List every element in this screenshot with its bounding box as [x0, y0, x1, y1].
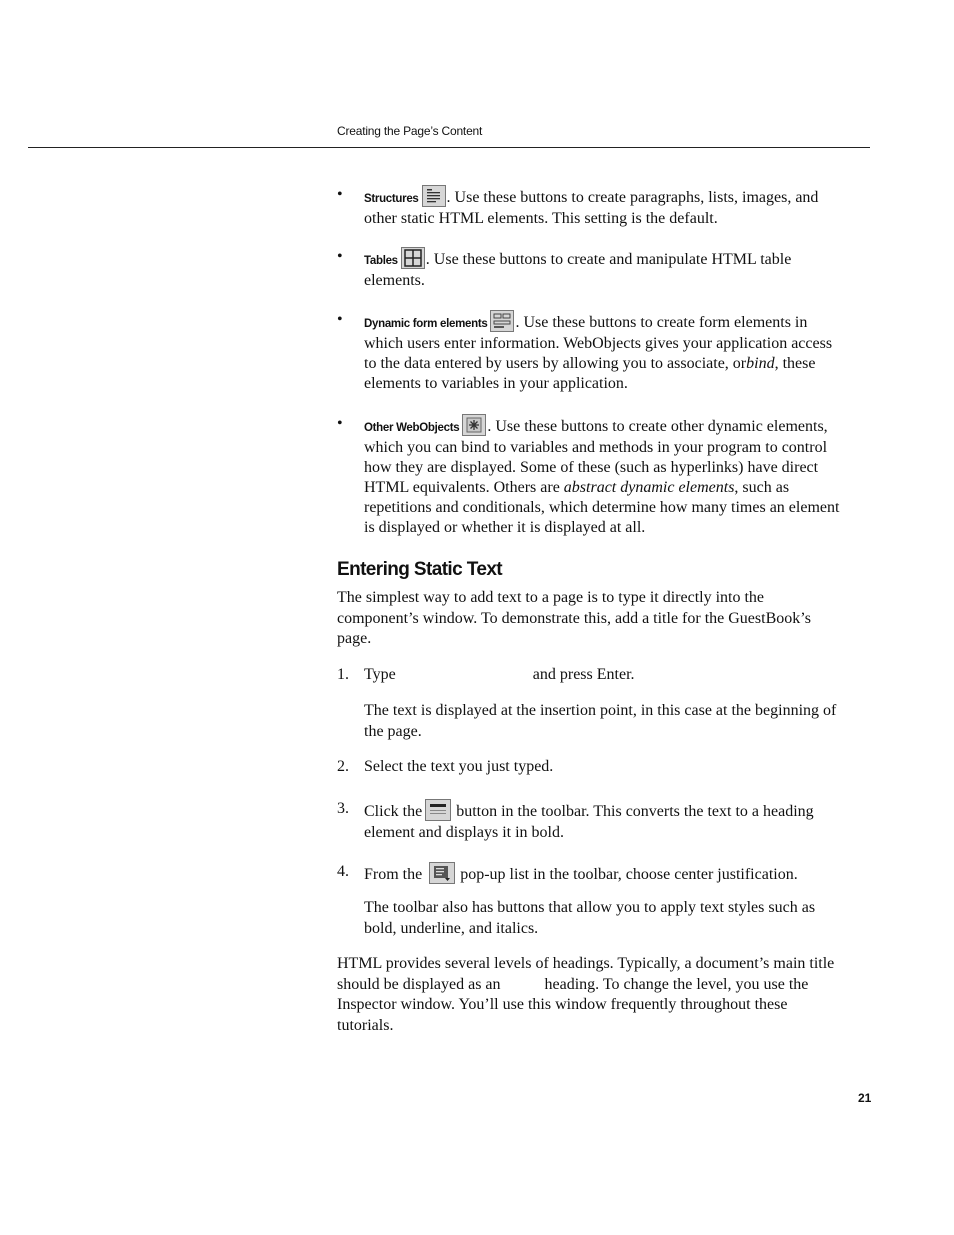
dynamic-form-text-after: , these elements to variables in your application. — [364, 355, 816, 392]
step-1-before: Type — [364, 666, 396, 683]
step-3 — [337, 799, 842, 843]
intro-paragraph: The simplest way to add text to a page is to type it directly into the component’s window. To demonstrate this, add a title for the GuestBook’s page. — [337, 589, 811, 647]
step-1-note — [337, 701, 842, 742]
bullet-dot: • — [337, 311, 343, 328]
step-3-before: Click the — [364, 803, 423, 820]
step-1-after: and press Enter. — [532, 666, 635, 683]
step-number: 4. — [337, 863, 349, 880]
step-2-text: Select the text you just typed. — [364, 758, 554, 775]
bullet-dot: • — [337, 248, 343, 265]
step-4-note-text: The toolbar also has buttons that allow you to apply text styles such as bold, underline, and italics. — [364, 899, 816, 937]
header-rule — [28, 147, 870, 148]
heading-button-icon — [425, 799, 451, 821]
closing-paragraph — [337, 954, 842, 1036]
structures-label: Structures — [364, 193, 419, 205]
dynamic-form-label: Dynamic form elements — [364, 318, 488, 330]
running-head: Creating the Page’s Content — [337, 124, 483, 138]
step-number: 1. — [337, 666, 349, 683]
step-3-after: button in the toolbar. This converts the text to a heading element and displays it in bold. — [364, 803, 814, 841]
step-1 — [337, 665, 842, 686]
form-elements-icon — [490, 310, 514, 332]
step-4-note — [337, 898, 842, 939]
structures-text: . Use these buttons to create paragraphs, lists, images, and other static HTML elements. This setting is the default. — [364, 189, 819, 227]
dynamic-form-emphasis: bind — [746, 355, 775, 372]
webobjects-icon — [462, 414, 486, 436]
bullet-other-webobjects — [337, 414, 847, 538]
other-webobjects-text-after: , such as repetitions and conditionals, which determine how many times an element is displayed or whether it is displayed at all. — [364, 479, 840, 536]
dynamic-form-text-before: . Use these buttons to create form elements in which users enter information. WebObjects gives your application access to the data entered by users by allowing you to associate, or — [364, 314, 833, 372]
closing-before: HTML provides several levels of headings. Typically, a document’s main title should be displayed as an — [337, 955, 835, 993]
step-number: 3. — [337, 800, 349, 817]
bullet-tables — [337, 247, 847, 291]
tables-text: . Use these buttons to create and manipulate HTML table elements. — [364, 251, 792, 289]
structures-icon — [422, 185, 446, 207]
page-number: 21 — [858, 1091, 872, 1105]
other-webobjects-label: Other WebObjects — [364, 422, 460, 434]
bullet-dynamic-form-elements — [337, 310, 847, 394]
bullet-dot: • — [337, 415, 343, 432]
step-number: 2. — [337, 758, 349, 775]
bullet-structures — [337, 185, 847, 229]
table-grid-icon — [401, 247, 425, 269]
step-4-before: From the — [364, 866, 423, 883]
other-webobjects-emphasis: abstract dynamic elements — [563, 479, 735, 496]
section-heading: Entering Static Text — [337, 559, 503, 580]
justification-popup-icon — [429, 862, 455, 884]
other-webobjects-text-before: . Use these buttons to create other dynamic elements, which you can bind to variables and methods in your program to control how they are displayed. Some of these (such as hyperlinks) have direct HTML equivalents. Others are — [364, 418, 828, 496]
tables-label: Tables — [364, 255, 398, 267]
closing-after: heading. To change the level, you use the Inspector window. You’ll use this window frequently throughout these tutorials. — [337, 975, 809, 1034]
step-4-after: pop-up list in the toolbar, choose center justification. — [460, 866, 798, 883]
step-4 — [337, 862, 842, 886]
bullet-dot: • — [337, 186, 343, 203]
step-1-note-text: The text is displayed at the insertion point, in this case at the beginning of the page. — [364, 702, 837, 740]
step-2 — [337, 757, 842, 778]
